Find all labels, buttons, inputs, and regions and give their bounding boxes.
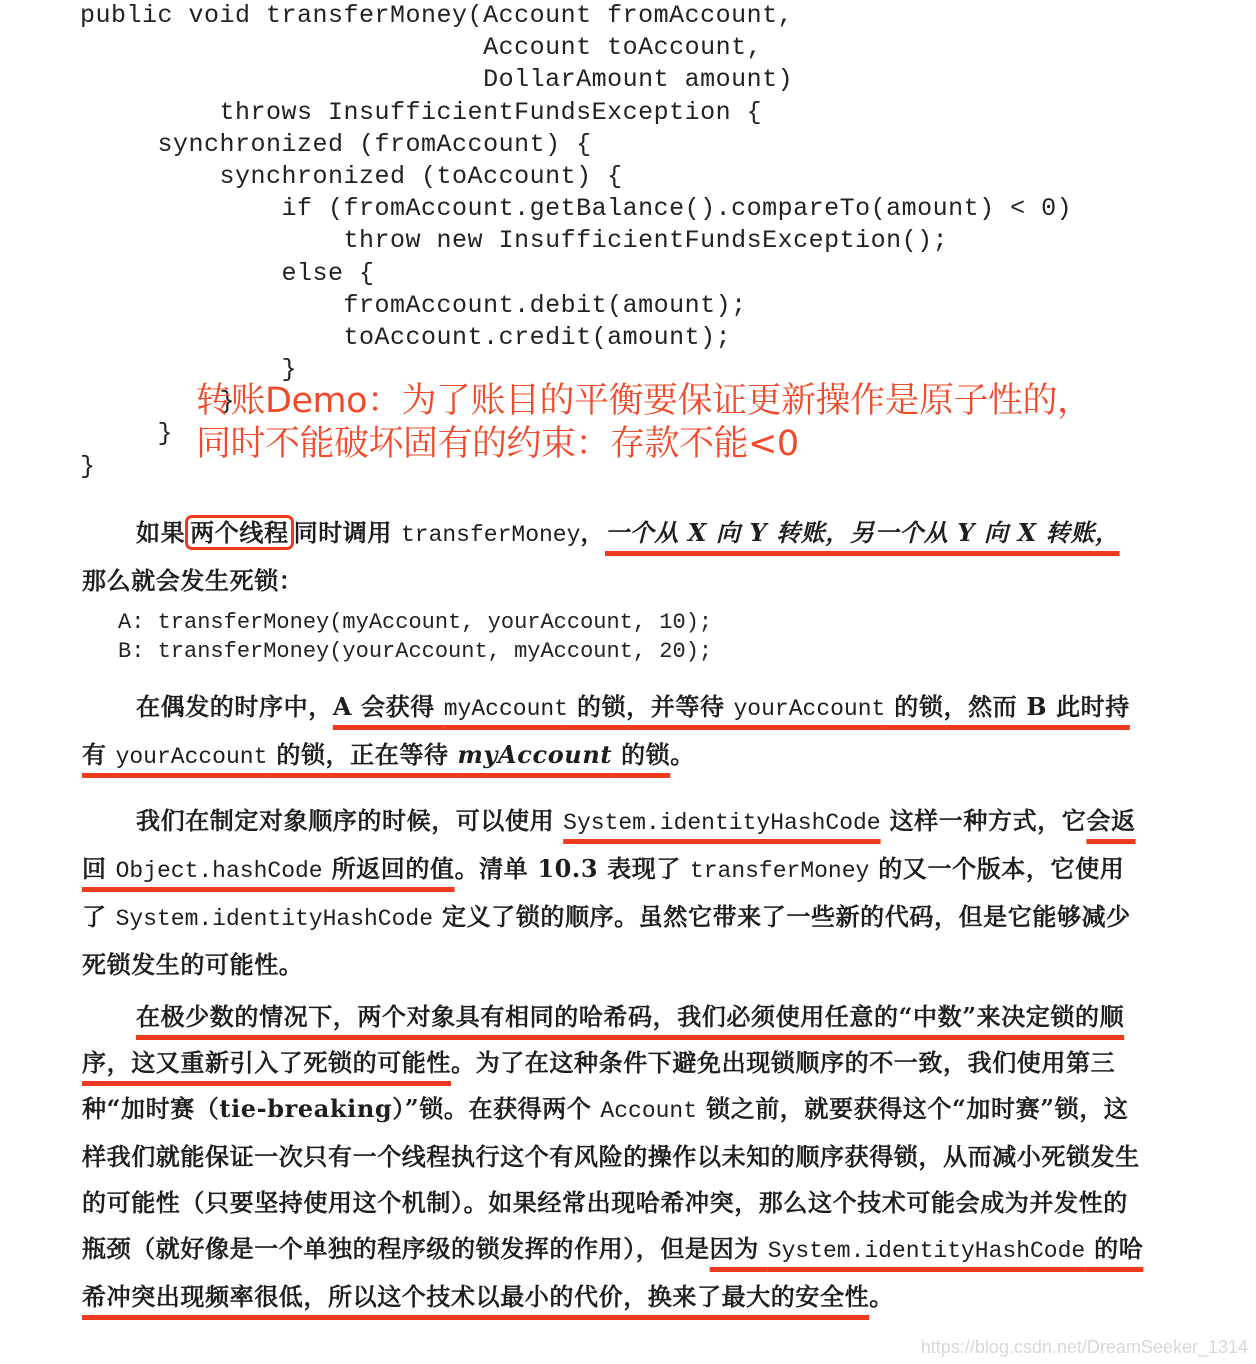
- inline-code: System.identityHashCode: [563, 810, 881, 836]
- call-b: B: transferMoney(yourAccount, myAccount, 20);: [118, 639, 713, 664]
- watermark: https://blog.csdn.net/DreamSeeker_1314: [920, 1337, 1248, 1357]
- paragraph-tie-breaking: 在极少数的情况下，两个对象具有相同的哈希码，我们必须使用任意的“中数”来决定锁的顺序，这又重新引入了死锁的可能性。为了在这种条件下避免出现锁顺序的不一致，我们使用第三种“加时赛（tie-breaking）”锁。在获得两个 Account 锁之前，就要获得这个“加时赛”锁，这样我们就能保证一次只有一个线程执行这个有风险的操作以未知的顺序获得锁，从而减小死锁发生的可能性（只要坚持使用这个机制）。如果经常出现哈希冲突，那么这个技术可能会成为并发性的瓶颈（就好像是一个单独的程序级的锁发挥的作用），但是因为 System.identityHashCode 的哈希冲突出现频率很低，所以这个技术以最小的代价，换来了最大的安全性。: [82, 1002, 1144, 1311]
- paragraph-timing: 在偶发的时序中，A 会获得 myAccount 的锁，并等待 yourAccount 的锁，然而 B 此时持有 yourAccount 的锁，正在等待 myAccount 的锁。: [82, 692, 1130, 770]
- inline-code: transferMoney: [400, 522, 581, 548]
- underlined-text: 会返回 Object.hashCode 所返回的值: [82, 806, 1136, 884]
- code-line: else {: [80, 258, 375, 288]
- code-line: if (fromAccount.getBalance().compareTo(amount) < 0): [80, 194, 1073, 224]
- underlined-text: 因为 System.identityHashCode 的哈希冲突出现频率很低，所以这个技术以最小的代价，换来了最大的安全性: [82, 1234, 1144, 1311]
- paragraph-identity-hash: 我们在制定对象顺序的时候，可以使用 System.identityHashCode 这样一种方式，它会返回 Object.hashCode 所返回的值。清单 10.3 表现了 transferMoney 的又一个版本，它使用了 System.identityHashCode 定义了锁的顺序。虽然它带来了一些新的代码，但是它能够减少死锁发生的可能性。: [82, 806, 1136, 979]
- code-line: synchronized (toAccount) {: [80, 161, 623, 191]
- code-line: fromAccount.debit(amount);: [80, 290, 747, 320]
- code-line: }: [80, 355, 298, 385]
- code-line: throw new InsufficientFundsException();: [80, 226, 949, 256]
- boxed-highlight: 两个线程: [185, 515, 293, 550]
- code-line: synchronized (fromAccount) {: [80, 129, 592, 159]
- call-a: A: transferMoney(myAccount, yourAccount, 10);: [118, 610, 713, 635]
- paragraph-deadlock-intro: 如果 两个线程 同时调用 transferMoney，一个从 X 向 Y 转账，另一个从 Y 向 X 转账， 那么就会发生死锁：: [82, 510, 1148, 604]
- annotation-line-2: 同时不能破坏固有的约束：存款不能<0: [196, 424, 799, 464]
- code-line: throws InsufficientFundsException {: [80, 97, 763, 127]
- underlined-text: 在极少数的情况下，两个对象具有相同的哈希码，我们必须使用任意的“中数”来决定锁的顺序，这又重新引入了死锁的可能性: [82, 1002, 1125, 1077]
- underlined-text: 一个从 X 向 Y 转账，另一个从 Y 向 X 转账，: [605, 518, 1120, 547]
- code-line: toAccount.credit(amount);: [80, 322, 732, 352]
- code-line: }: [80, 451, 96, 481]
- code-line: }: [80, 419, 174, 449]
- code-line: DollarAmount amount): [80, 65, 794, 95]
- call-example: [118, 608, 712, 666]
- underlined-text: A 会获得 myAccount 的锁，并等待 yourAccount 的锁，然而 B 此时持有 yourAccount 的锁，正在等待 myAccount 的锁: [82, 692, 1130, 770]
- code-line: Account toAccount,: [80, 33, 763, 63]
- annotation-line-1: 转账Demo：为了账目的平衡要保证更新操作是原子性的，: [196, 381, 1092, 421]
- code-line: public void transferMoney(Account fromAccount,: [80, 1, 794, 30]
- handwritten-annotation: [196, 380, 1092, 466]
- code-line: }: [80, 387, 236, 417]
